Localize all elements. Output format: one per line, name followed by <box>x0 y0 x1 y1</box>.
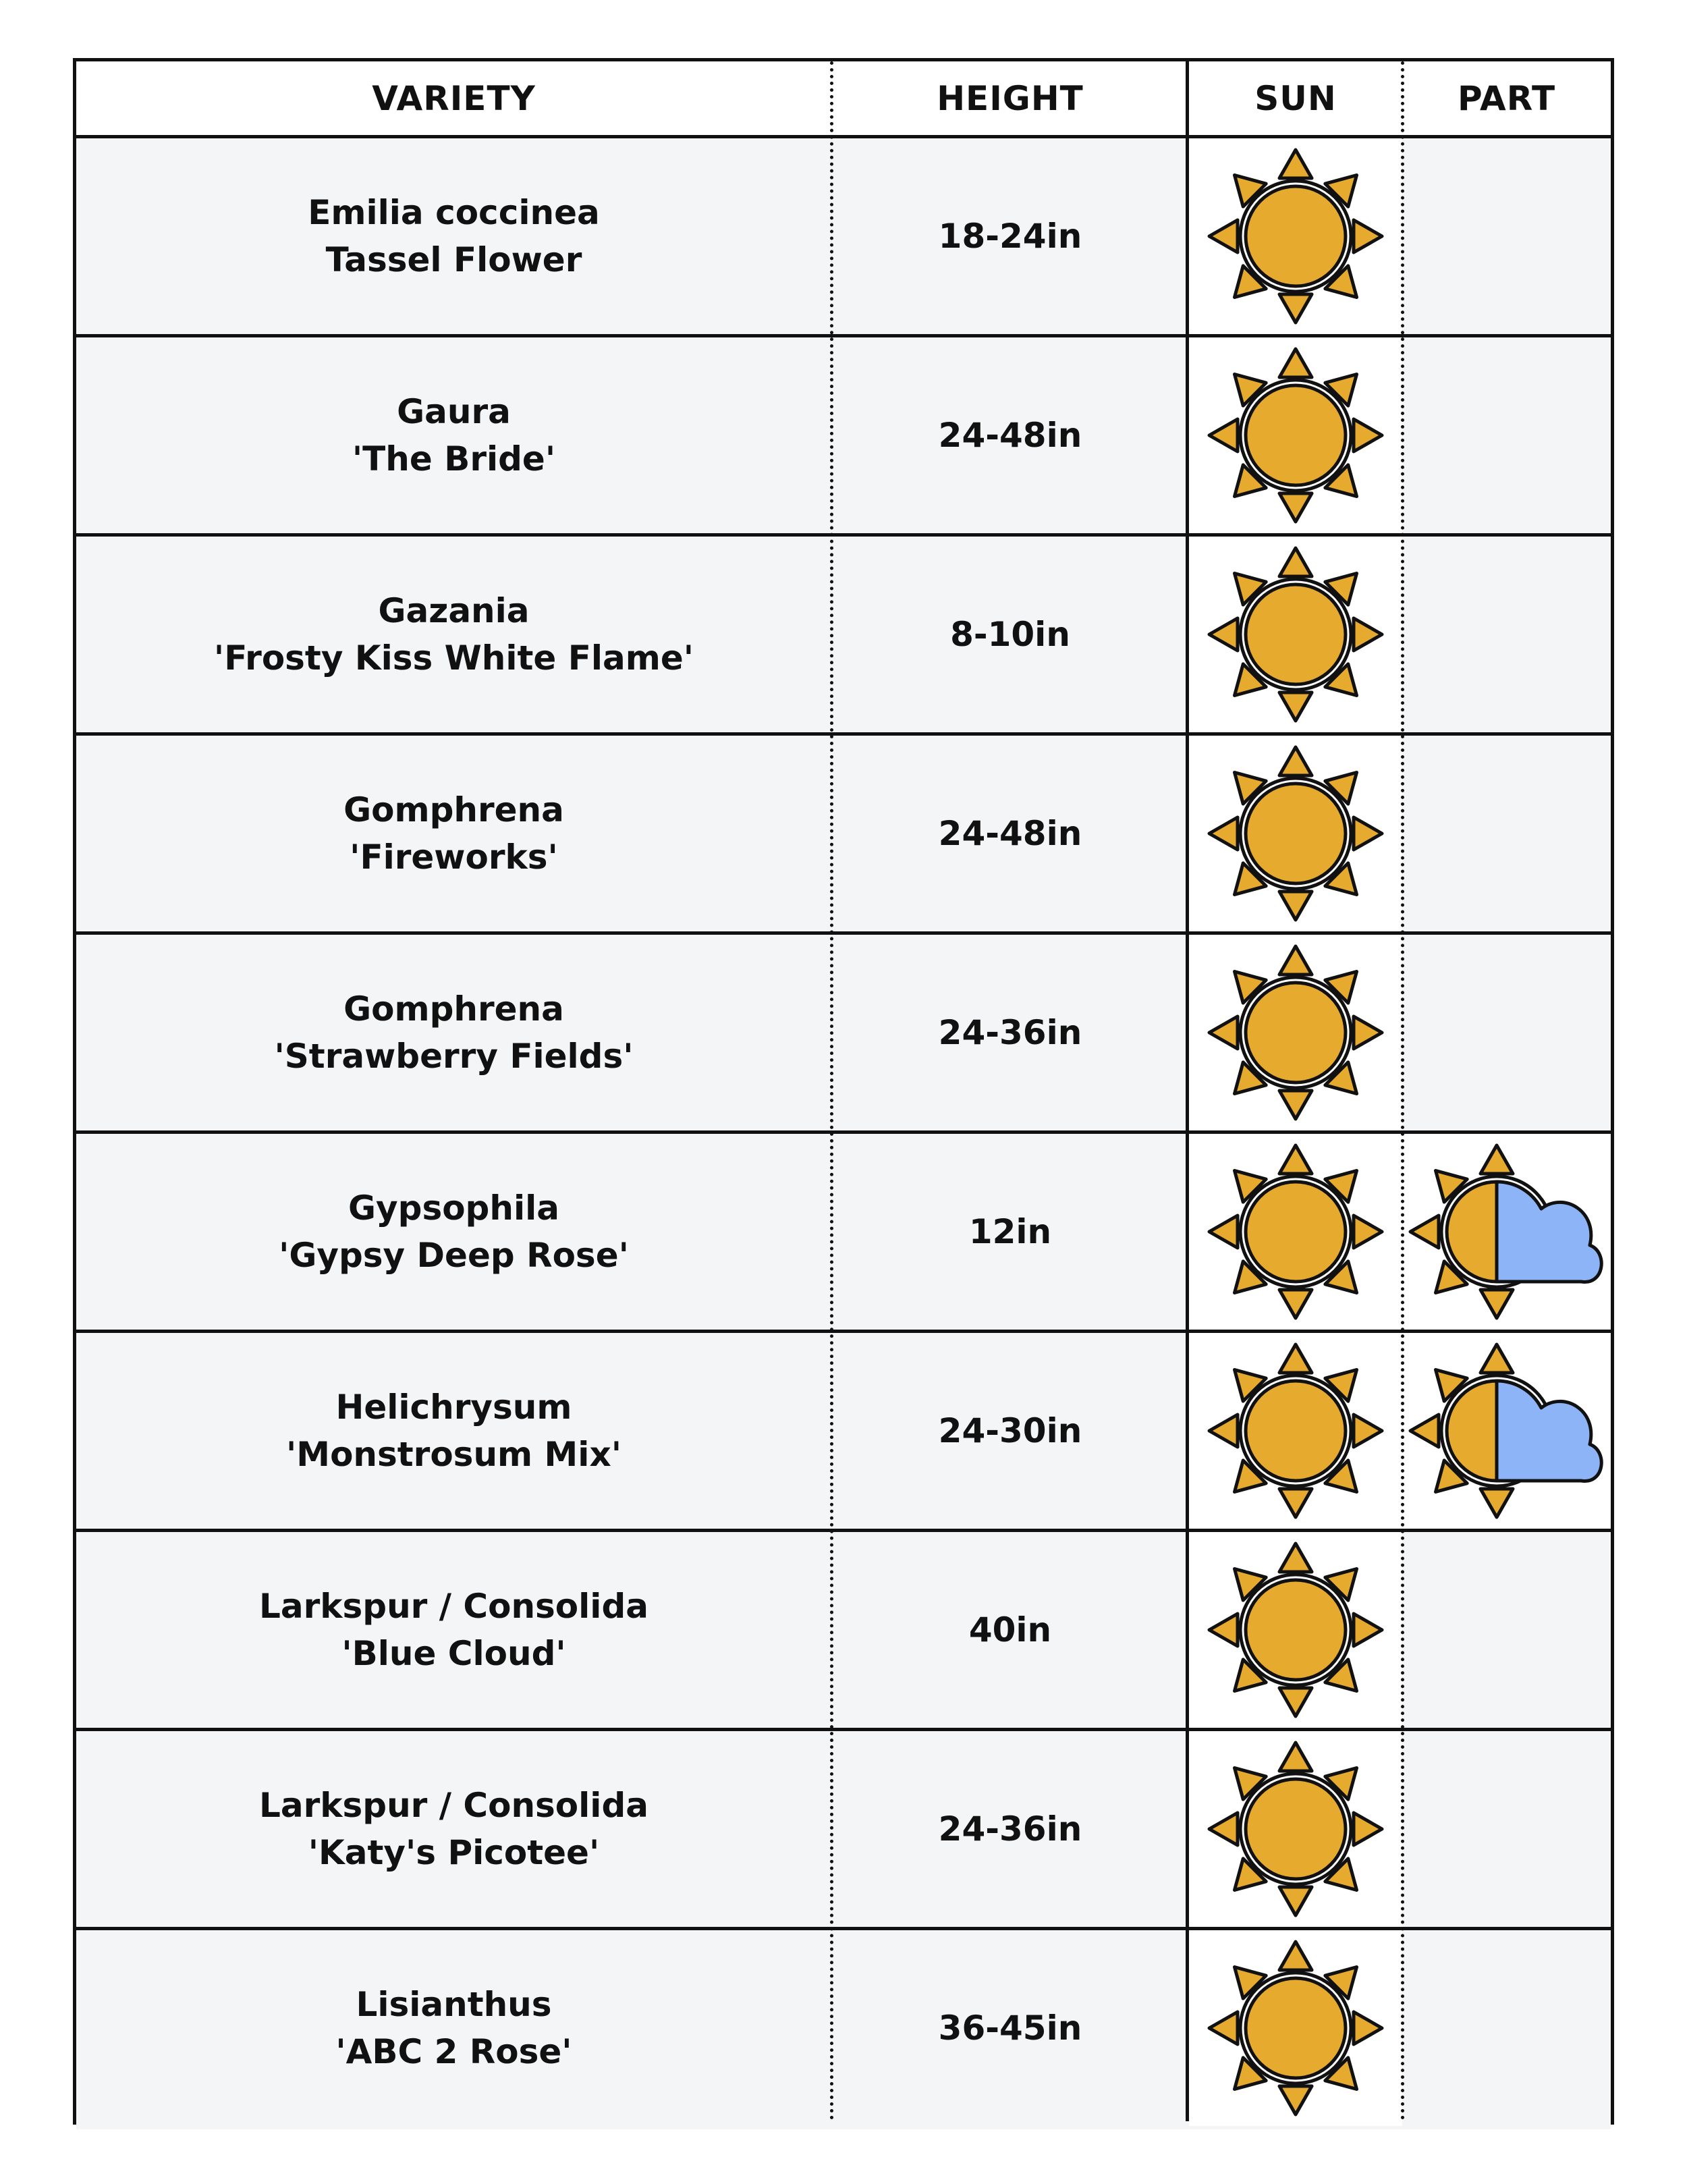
full-sun-icon <box>1201 1735 1390 1923</box>
variety-cell <box>76 1134 831 1330</box>
variety-name: Gomphrena <box>343 989 564 1029</box>
full-sun-icon <box>1201 1934 1390 2123</box>
full-sun-icon <box>1201 142 1390 331</box>
variety-cultivar: 'Gypsy Deep Rose' <box>279 1236 629 1275</box>
part-sun-cell <box>1402 138 1611 334</box>
variety-cultivar: 'Blue Cloud' <box>341 1634 566 1673</box>
sun-cell <box>1189 1333 1402 1529</box>
variety-cell <box>76 1532 831 1728</box>
column-header-sun: SUN <box>1254 78 1337 118</box>
sun-cell <box>1189 138 1402 334</box>
sun-cell <box>1189 337 1402 533</box>
height-cell: 36-45in <box>938 2009 1082 2048</box>
variety-cultivar: 'Strawberry Fields' <box>274 1037 634 1076</box>
plant-table <box>73 58 1614 2125</box>
variety-cultivar: Tassel Flower <box>325 240 582 279</box>
sun-cell <box>1189 736 1402 931</box>
variety-cell <box>76 537 831 732</box>
variety-name: Lisianthus <box>356 1985 552 2024</box>
variety-name: Gazania <box>378 591 530 630</box>
variety-cultivar: 'ABC 2 Rose' <box>335 2032 572 2071</box>
part-sun-cell <box>1402 736 1611 931</box>
variety-cell <box>76 1930 831 2126</box>
height-cell: 24-36in <box>938 1809 1082 1849</box>
table-row <box>76 1333 1611 1532</box>
part-sun-cell <box>1402 1532 1611 1728</box>
table-row <box>76 1134 1611 1333</box>
part-sun-cell <box>1402 337 1611 533</box>
variety-name: Larkspur / Consolida <box>259 1587 648 1626</box>
full-sun-icon <box>1201 540 1390 729</box>
variety-cultivar: 'Frosty Kiss White Flame' <box>213 638 694 678</box>
table-row <box>76 1532 1611 1731</box>
sun-cell <box>1189 1134 1402 1330</box>
full-sun-icon <box>1201 1137 1390 1326</box>
full-sun-icon <box>1201 341 1390 530</box>
part-sun-cell <box>1402 1930 1611 2126</box>
variety-cell <box>76 1333 831 1529</box>
height-cell: 40in <box>968 1610 1052 1649</box>
variety-cell <box>76 1731 831 1927</box>
height-cell: 24-30in <box>938 1411 1082 1450</box>
height-cell: 24-48in <box>938 814 1082 853</box>
variety-name: Helichrysum <box>335 1388 572 1427</box>
column-divider-variety-height <box>830 61 833 2121</box>
column-header-height: HEIGHT <box>937 78 1084 118</box>
sun-cell <box>1189 1731 1402 1927</box>
column-header-part: PART <box>1457 78 1556 118</box>
part-sun-cell <box>1402 537 1611 732</box>
variety-cultivar: 'Fireworks' <box>350 838 558 877</box>
table-row <box>76 1731 1611 1930</box>
variety-name: Gomphrena <box>343 790 564 829</box>
sun-cell <box>1189 1930 1402 2126</box>
variety-cultivar: 'Monstrosum Mix' <box>286 1435 621 1474</box>
table-row <box>76 935 1611 1134</box>
table-row <box>76 337 1611 537</box>
part-sun-cell <box>1402 935 1611 1130</box>
column-divider-sun-part <box>1401 61 1404 2121</box>
variety-name: Gypsophila <box>348 1189 559 1228</box>
full-sun-icon <box>1201 1336 1390 1525</box>
column-divider-height-sun <box>1186 61 1189 2121</box>
variety-name: Larkspur / Consolida <box>259 1786 648 1825</box>
column-header-variety: VARIETY <box>372 78 536 118</box>
variety-cultivar: 'The Bride' <box>352 439 556 479</box>
variety-name: Emilia coccinea <box>308 193 600 232</box>
part-sun-cell <box>1402 1731 1611 1927</box>
variety-cell <box>76 138 831 334</box>
sun-cell <box>1189 935 1402 1130</box>
sun-cell <box>1189 537 1402 732</box>
height-cell: 12in <box>968 1212 1052 1251</box>
table-row <box>76 736 1611 935</box>
height-cell: 24-36in <box>938 1013 1082 1052</box>
full-sun-icon <box>1201 1535 1390 1724</box>
sun-cell <box>1189 1532 1402 1728</box>
variety-cell <box>76 337 831 533</box>
part-sun-icon <box>1406 1336 1608 1525</box>
part-sun-icon <box>1406 1137 1608 1326</box>
full-sun-icon <box>1201 938 1390 1127</box>
height-cell: 8-10in <box>950 615 1070 654</box>
part-sun-cell <box>1402 1333 1611 1529</box>
height-cell: 18-24in <box>938 217 1082 256</box>
full-sun-icon <box>1201 739 1390 928</box>
variety-cell <box>76 736 831 931</box>
variety-cell <box>76 935 831 1130</box>
table-header <box>76 61 1611 138</box>
variety-name: Gaura <box>397 392 511 431</box>
table-row <box>76 537 1611 736</box>
table-row <box>76 138 1611 337</box>
variety-cultivar: 'Katy's Picotee' <box>308 1833 600 1872</box>
height-cell: 24-48in <box>938 416 1082 455</box>
part-sun-cell <box>1402 1134 1611 1330</box>
table-row <box>76 1930 1611 2129</box>
